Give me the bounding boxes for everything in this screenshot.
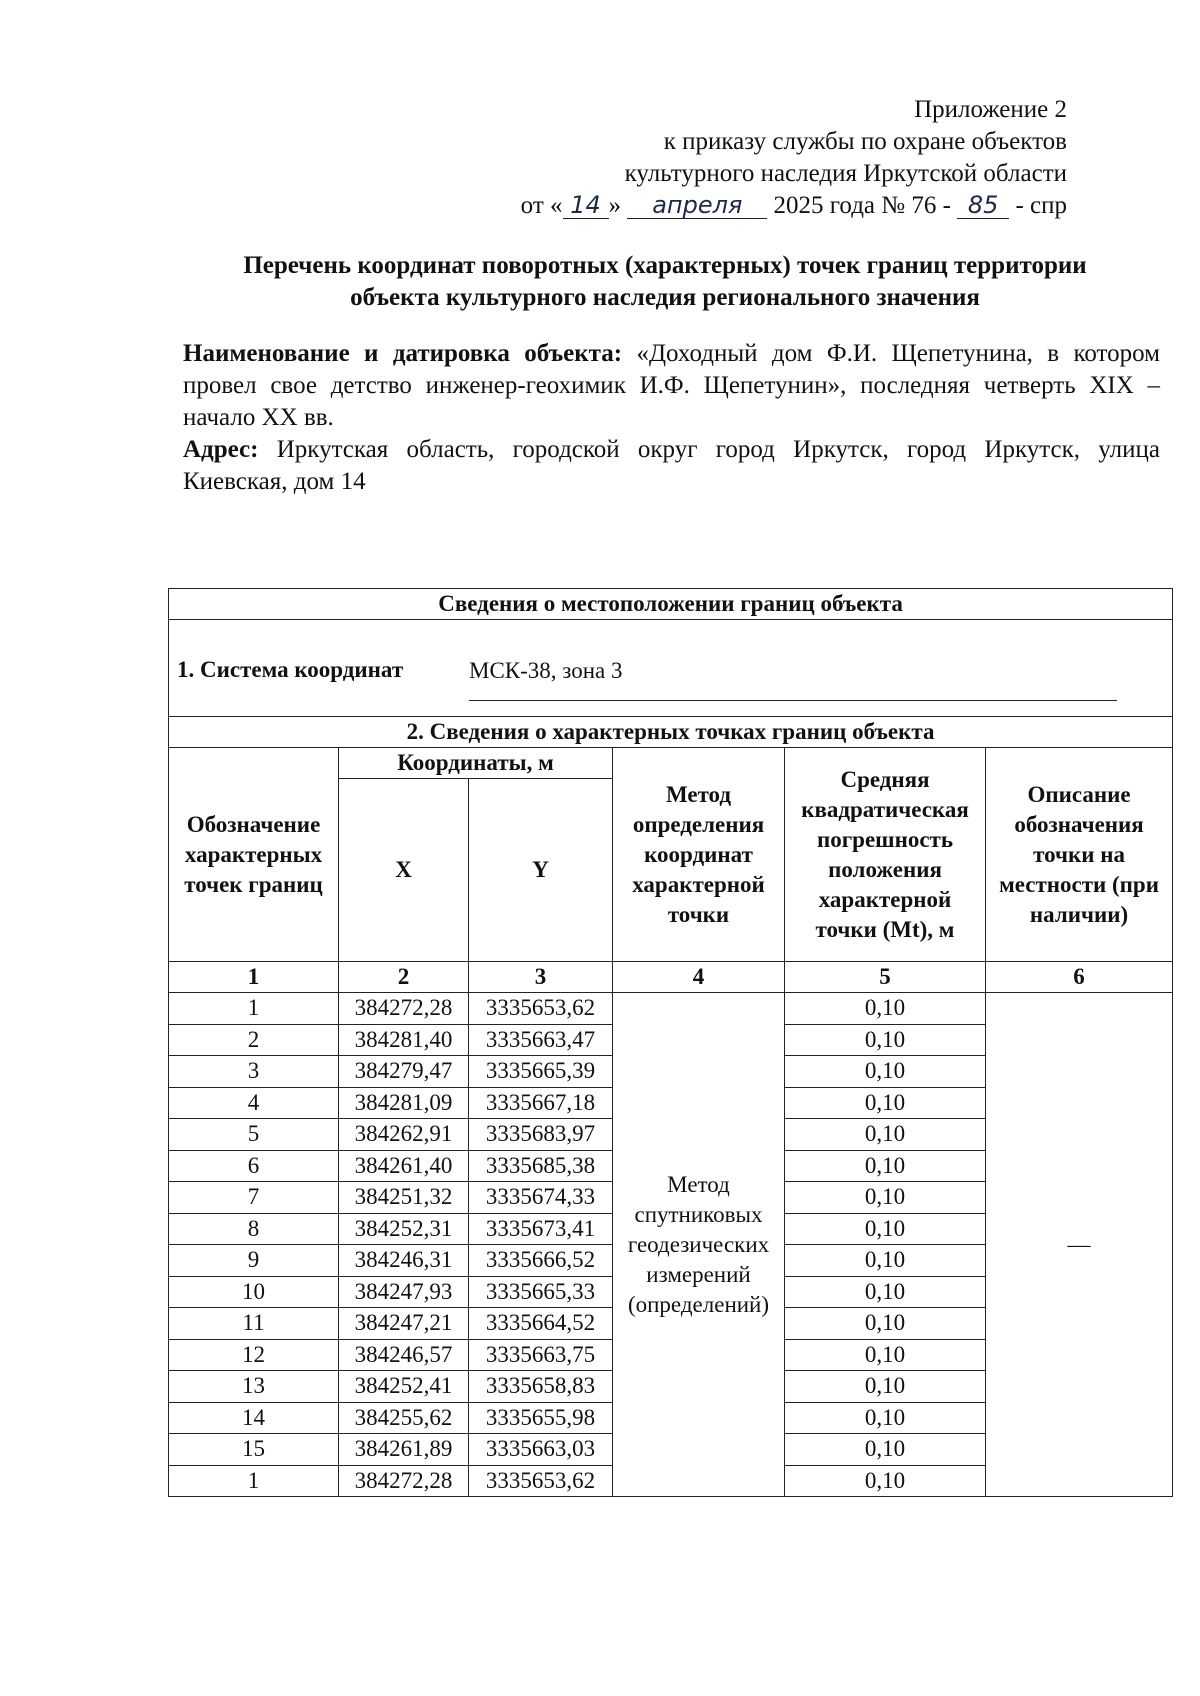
point-cell: 10 [169,1276,339,1308]
handwritten-day: 14 [563,192,609,219]
x-cell: 384261,89 [339,1434,469,1466]
y-cell: 3335666,52 [469,1245,613,1277]
col-number: 6 [986,962,1173,993]
order-reference-line: к приказу службы по охране объектов [663,128,1067,155]
col-number: 4 [613,962,785,993]
coordinates-table [168,588,1173,1497]
point-cell: 1 [169,1465,339,1497]
mt-cell: 0,10 [785,993,986,1025]
point-cell: 6 [169,1150,339,1182]
mt-cell: 0,10 [785,1087,986,1119]
y-cell: 3335664,52 [469,1308,613,1340]
y-cell: 3335663,03 [469,1434,613,1466]
y-cell: 3335667,18 [469,1087,613,1119]
document-title [170,250,1160,314]
mt-cell: 0,10 [785,1402,986,1434]
mt-cell: 0,10 [785,1371,986,1403]
y-cell: 3335658,83 [469,1371,613,1403]
coord-system-cell [169,620,1173,717]
point-cell: 13 [169,1371,339,1403]
mt-cell: 0,10 [785,1465,986,1497]
date-mid: » [608,192,622,219]
description-cell: — [986,993,1173,1497]
x-cell: 384246,57 [339,1339,469,1371]
x-cell: 384281,40 [339,1024,469,1056]
col-number: 5 [785,962,986,993]
y-cell: 3335663,75 [469,1339,613,1371]
mt-cell: 0,10 [785,1119,986,1151]
title-line-2: объекта культурного наследия регионального значения [350,284,980,311]
point-cell: 8 [169,1213,339,1245]
x-cell: 384251,32 [339,1182,469,1214]
y-cell: 3335685,38 [469,1150,613,1182]
agency-line: культурного наследия Иркутской области [624,160,1067,187]
col-header-x: X [339,779,469,962]
object-address-paragraph [183,434,1160,498]
section2-title: 2. Сведения о характерных точках границ объекта [169,717,1173,748]
y-cell: 3335674,33 [469,1182,613,1214]
object-description [183,338,1160,498]
x-cell: 384252,41 [339,1371,469,1403]
x-cell: 384281,09 [339,1087,469,1119]
title-line-1: Перечень координат поворотных (характерных) точек границ территории [243,252,1087,279]
object-address-label: Адрес: [183,436,259,463]
point-cell: 5 [169,1119,339,1151]
col-number: 3 [469,962,613,993]
point-cell: 2 [169,1024,339,1056]
x-cell: 384252,31 [339,1213,469,1245]
object-name-label: Наименование и датировка объекта: [183,340,623,367]
order-date-line [521,190,1067,222]
table-row [169,993,1173,1025]
order-suffix: - спр [1015,192,1067,219]
x-cell: 384272,28 [339,1465,469,1497]
mt-cell: 0,10 [785,1213,986,1245]
mt-cell: 0,10 [785,1024,986,1056]
y-cell: 3335663,47 [469,1024,613,1056]
mt-cell: 0,10 [785,1245,986,1277]
point-cell: 3 [169,1056,339,1088]
point-cell: 15 [169,1434,339,1466]
y-cell: 3335665,39 [469,1056,613,1088]
x-cell: 384279,47 [339,1056,469,1088]
x-cell: 384246,31 [339,1245,469,1277]
x-cell: 384255,62 [339,1402,469,1434]
x-cell: 384262,91 [339,1119,469,1151]
y-cell: 3335673,41 [469,1213,613,1245]
col-header-y: Y [469,779,613,962]
appendix-header [521,94,1067,222]
point-cell: 1 [169,993,339,1025]
method-cell: Метод спутниковых геодезических измерений (определений) [613,993,785,1497]
point-cell: 9 [169,1245,339,1277]
point-cell: 12 [169,1339,339,1371]
coord-system-underline [469,700,1117,701]
coord-system-value: МСК-38, зона 3 [469,658,623,683]
object-name-paragraph [183,338,1160,434]
col-header-coords: Координаты, м [339,748,613,779]
col-header-point: Обозначение характерных точек границ [169,748,339,962]
x-cell: 384261,40 [339,1150,469,1182]
handwritten-order-number: 85 [957,192,1009,219]
y-cell: 3335653,62 [469,993,613,1025]
col-header-error: Средняя квадратическая погрешность положения характерной точки (Mt), м [785,748,986,962]
y-cell: 3335665,33 [469,1276,613,1308]
mt-cell: 0,10 [785,1150,986,1182]
mt-cell: 0,10 [785,1276,986,1308]
col-header-description: Описание обозначения точки на местности (при наличии) [986,748,1173,962]
mt-cell: 0,10 [785,1434,986,1466]
point-cell: 14 [169,1402,339,1434]
date-prefix: от « [520,192,563,219]
year-and-order: 2025 года № 76 - [773,192,951,219]
x-cell: 384247,93 [339,1276,469,1308]
col-header-method: Метод определения координат характерной точки [613,748,785,962]
mt-cell: 0,10 [785,1056,986,1088]
appendix-number: Приложение 2 [914,96,1067,123]
y-cell: 3335653,62 [469,1465,613,1497]
object-address-value: Иркутская область, городской округ город Иркутск, город Иркутск, улица Киевская, дом 14 [183,436,1161,495]
point-cell: 4 [169,1087,339,1119]
x-cell: 384272,28 [339,993,469,1025]
mt-cell: 0,10 [785,1339,986,1371]
mt-cell: 0,10 [785,1308,986,1340]
col-number: 1 [169,962,339,993]
point-cell: 11 [169,1308,339,1340]
x-cell: 384247,21 [339,1308,469,1340]
section1-title: Сведения о местоположении границ объекта [169,589,1173,620]
point-cell: 7 [169,1182,339,1214]
handwritten-month: апреля [627,192,767,219]
col-number: 2 [339,962,469,993]
y-cell: 3335683,97 [469,1119,613,1151]
y-cell: 3335655,98 [469,1402,613,1434]
object-name-value: «Доходный дом Ф.И. Щепетунина, в котором провел свое детство инженер-геохимик И.Ф. Щепетунин», последняя четверть XIX – начало XX вв. [183,340,1160,431]
coord-system-label: 1. Система координат [177,657,404,682]
mt-cell: 0,10 [785,1182,986,1214]
